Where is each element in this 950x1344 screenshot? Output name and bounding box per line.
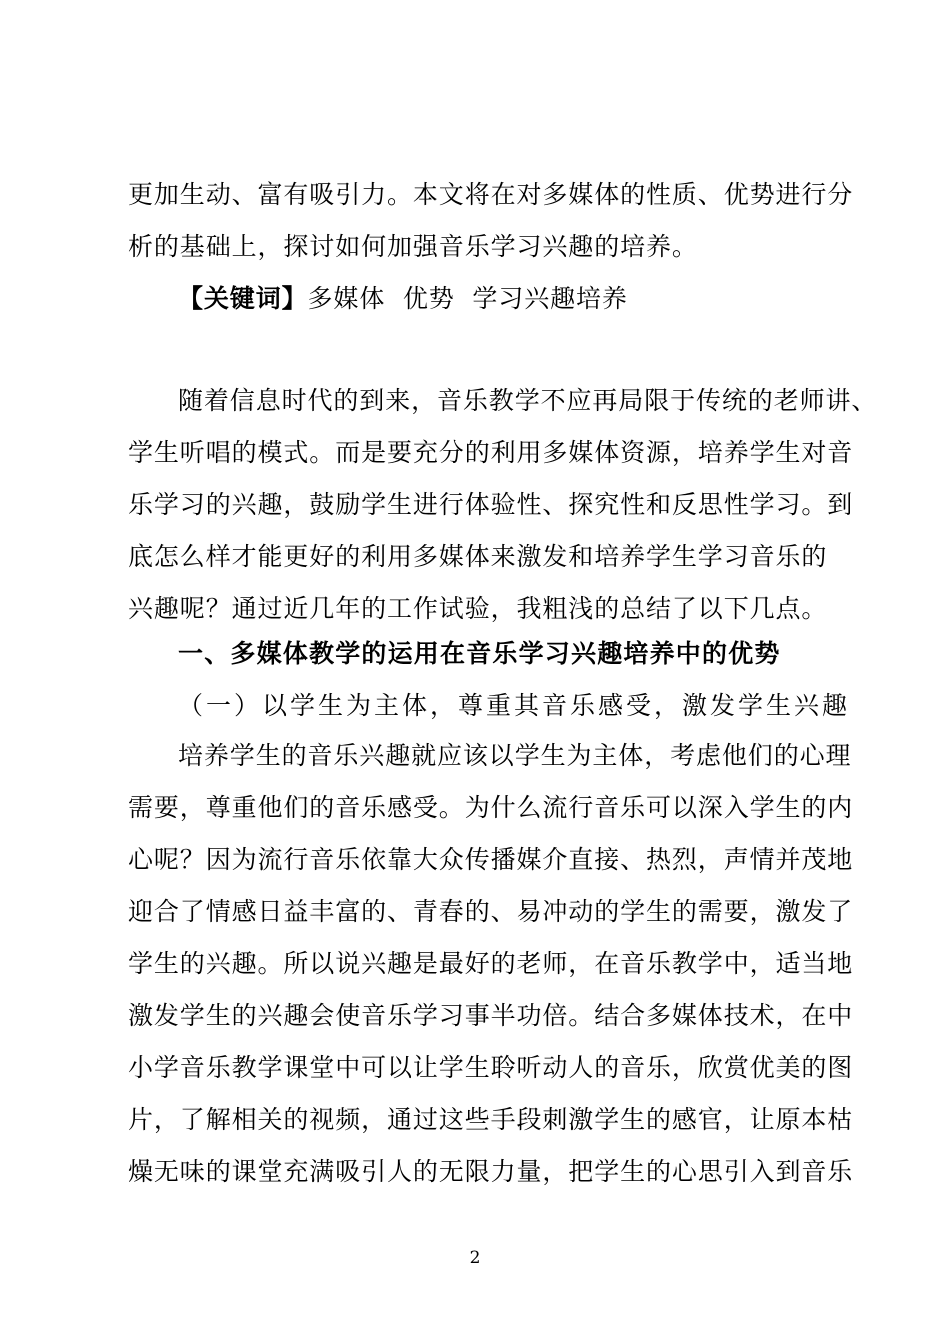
intro-line: 兴趣呢？通过近几年的工作试验，我粗浅的总结了以下几点。 (128, 594, 828, 623)
body-line: 培养学生的音乐兴趣就应该以学生为主体，考虑他们的心理 (178, 741, 852, 770)
page-number: 2 (469, 1248, 481, 1268)
abstract-line: 更加生动、富有吸引力。本文将在对多媒体的性质、优势进行分 (128, 180, 854, 209)
keywords-value: 多媒体 优势 学习兴趣培养 (307, 284, 628, 313)
body-line: 迎合了情感日益丰富的、青春的、易冲动的学生的需要，激发了 (128, 897, 854, 926)
body-line: 心呢？因为流行音乐依靠大众传播媒介直接、热烈，声情并茂地 (128, 845, 854, 874)
keywords-line (178, 282, 882, 316)
body-line: 燥无味的课堂充满吸引人的无限力量，把学生的心思引入到音乐 (128, 1157, 854, 1186)
body-line: 小学音乐教学课堂中可以让学生聆听动人的音乐，欣赏优美的图 (128, 1053, 854, 1082)
body-line: 学生的兴趣。所以说兴趣是最好的老师，在音乐教学中，适当地 (128, 949, 854, 978)
intro-line: 底怎么样才能更好的利用多媒体来激发和培养学生学习音乐的 (128, 542, 828, 571)
body-line: 需要，尊重他们的音乐感受。为什么流行音乐可以深入学生的内 (128, 793, 854, 822)
intro-line: 随着信息时代的到来，音乐教学不应再局限于传统的老师讲、 (178, 386, 878, 415)
section-heading: 一、多媒体教学的运用在音乐学习兴趣培养中的优势 (178, 639, 781, 668)
section-subheading: （一）以学生为主体，尊重其音乐感受，激发学生兴趣 (178, 691, 851, 720)
intro-line: 学生听唱的模式。而是要充分的利用多媒体资源，培养学生对音 (128, 438, 854, 467)
keywords-label: 【关键词】 (178, 284, 308, 313)
abstract-line: 析的基础上，探讨如何加强音乐学习兴趣的培养。 (128, 232, 698, 261)
body-line: 激发学生的兴趣会使音乐学习事半功倍。结合多媒体技术，在中 (128, 1001, 854, 1030)
intro-line: 乐学习的兴趣，鼓励学生进行体验性、探究性和反思性学习。到 (128, 490, 854, 519)
body-line: 片，了解相关的视频，通过这些手段刺激学生的感官，让原本枯 (128, 1105, 854, 1134)
